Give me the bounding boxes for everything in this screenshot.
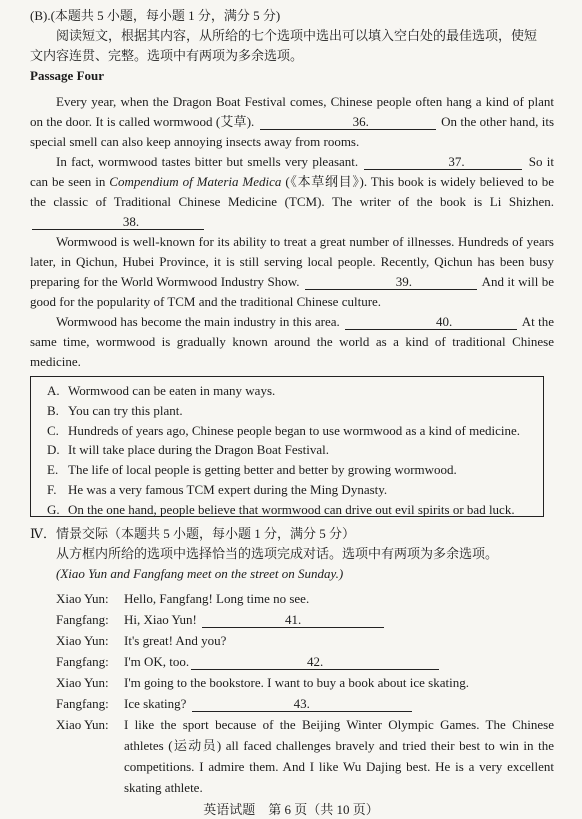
dialogue-line-2 <box>56 609 554 630</box>
page-footer: 英语试题 第 6 页（共 10 页） <box>203 802 379 817</box>
speaker: Xiao Yun: <box>56 717 109 732</box>
blank-36[interactable]: 36. <box>260 114 436 130</box>
p1-text-b: On the other hand, its special smell can also keep annoying insects away from rooms. <box>30 114 555 149</box>
section-b-header: (B).(本题共 5 小题，每小题 1 分，满分 5 分) <box>30 8 281 23</box>
speaker: Xiao Yun: <box>56 591 109 606</box>
utterance: Hi, Xiao Yun! <box>124 612 197 627</box>
p2-book-title: Compendium of Materia Medica <box>109 174 282 189</box>
speaker: Xiao Yun: <box>56 675 109 690</box>
dialogue-line-3 <box>56 630 554 651</box>
option-c[interactable]: C. Hundreds of years ago, Chinese people began to use wormwood as a kind of medicine. <box>47 422 520 438</box>
section-b-instruction-line2: 文内容连贯、完整。选项中有两项为多余选项。 <box>30 48 304 63</box>
speaker: Fangfang: <box>56 696 109 711</box>
blank-39[interactable]: 39. <box>305 274 477 290</box>
passage-title: Passage Four <box>30 68 105 83</box>
option-a[interactable]: A. Wormwood can be eaten in many ways. <box>47 383 276 398</box>
blank-37[interactable]: 37. <box>364 154 522 170</box>
blank-41[interactable]: 41. <box>202 612 384 628</box>
passage-paragraph-4 <box>30 312 554 372</box>
section-iv-header: Ⅳ．情景交际（本题共 5 小题，每小题 1 分，满分 5 分） <box>30 526 355 541</box>
p2-text-c: (《本草纲目》). This book is widely believed to be the classic of Traditional Chinese Medicine (TCM). The writer of the book is Li Shizhen. <box>30 174 555 209</box>
option-g[interactable]: G. On the one hand, people believe that wormwood can drive out evil spirits or bad luck. <box>47 501 515 517</box>
dialogue-line-7 <box>56 714 554 798</box>
p4-text-a: Wormwood has become the main industry in this area. <box>56 314 340 329</box>
passage-paragraph-2 <box>30 152 554 232</box>
passage-paragraph-1 <box>30 92 554 152</box>
utterance: I'm OK, too. <box>124 654 190 669</box>
blank-42[interactable]: 42. <box>191 654 439 670</box>
blank-40[interactable]: 40. <box>345 314 517 330</box>
p2-text-b: So it can be seen in <box>30 154 555 189</box>
dialogue-setting: (Xiao Yun and Fangfang meet on the street on Sunday.) <box>56 566 344 581</box>
p2-text-a: In fact, wormwood tastes bitter but smells very pleasant. <box>56 154 359 169</box>
speaker: Xiao Yun: <box>56 633 109 648</box>
p4-text-b: At the same time, wormwood is gradually known around the world as a kind of traditional Chinese medicine. <box>30 314 554 369</box>
option-f[interactable]: F. He was a very famous TCM expert during the Ming Dynasty. <box>47 481 388 497</box>
dialogue-line-6 <box>56 693 554 714</box>
dialogue-line-4 <box>56 651 554 672</box>
utterance: It's great! And you? <box>124 633 227 648</box>
dialogue <box>56 588 554 798</box>
utterance: Ice skating? <box>124 696 187 711</box>
option-d[interactable]: D. It will take place during the Dragon Boat Festival. <box>47 442 330 458</box>
dialogue-line-1 <box>56 588 554 609</box>
speaker: Fangfang: <box>56 654 109 669</box>
utterance: Hello, Fangfang! Long time no see. <box>124 591 310 606</box>
section-b-instruction-line1: 阅读短文，根据其内容，从所给的七个选项中选出可以填入空白处的最佳选项，使短 <box>56 28 538 43</box>
dialogue-line-5 <box>56 672 554 693</box>
p3-text-a: Wormwood is well-known for its ability to treat a great number of illnesses. Hundreds of years later, in Qichun, Hubei Province, it is still serving local people. Recently, Qichun has been busy preparing for the World Wormwood Industry Show. <box>30 234 554 289</box>
section-b <box>0 6 582 86</box>
section-iv-instruction: 从方框内所给的选项中选择恰当的选项完成对话。选项中有两项为多余选项。 <box>56 546 499 561</box>
p3-text-b: And it will be good for the popularity of TCM and the traditional Chinese culture. <box>30 274 554 309</box>
blank-43[interactable]: 43. <box>192 696 412 712</box>
speaker: Fangfang: <box>56 612 109 627</box>
blank-38[interactable]: 38. <box>32 214 204 230</box>
utterance: I like the sport because of the Beijing Winter Olympic Games. The Chinese athletes (运动员) all faced challenges bravely and tried their best to win in the competitions. I admire them. And I like Wu Dajing best. He is a very excellent skating athlete. <box>124 717 554 795</box>
option-e[interactable]: E. The life of local people is getting better and better by growing wormwood. <box>47 462 457 478</box>
passage-paragraph-3 <box>30 232 554 312</box>
section-iv <box>0 524 582 584</box>
utterance: I'm going to the bookstore. I want to buy a book about ice skating. <box>124 675 469 690</box>
option-b[interactable]: B. You can try this plant. <box>47 402 183 418</box>
options-box <box>30 376 544 517</box>
p1-text-a: Every year, when the Dragon Boat Festival comes, Chinese people often hang a kind of plant on the door. It is called wormwood (艾草). <box>30 94 554 129</box>
